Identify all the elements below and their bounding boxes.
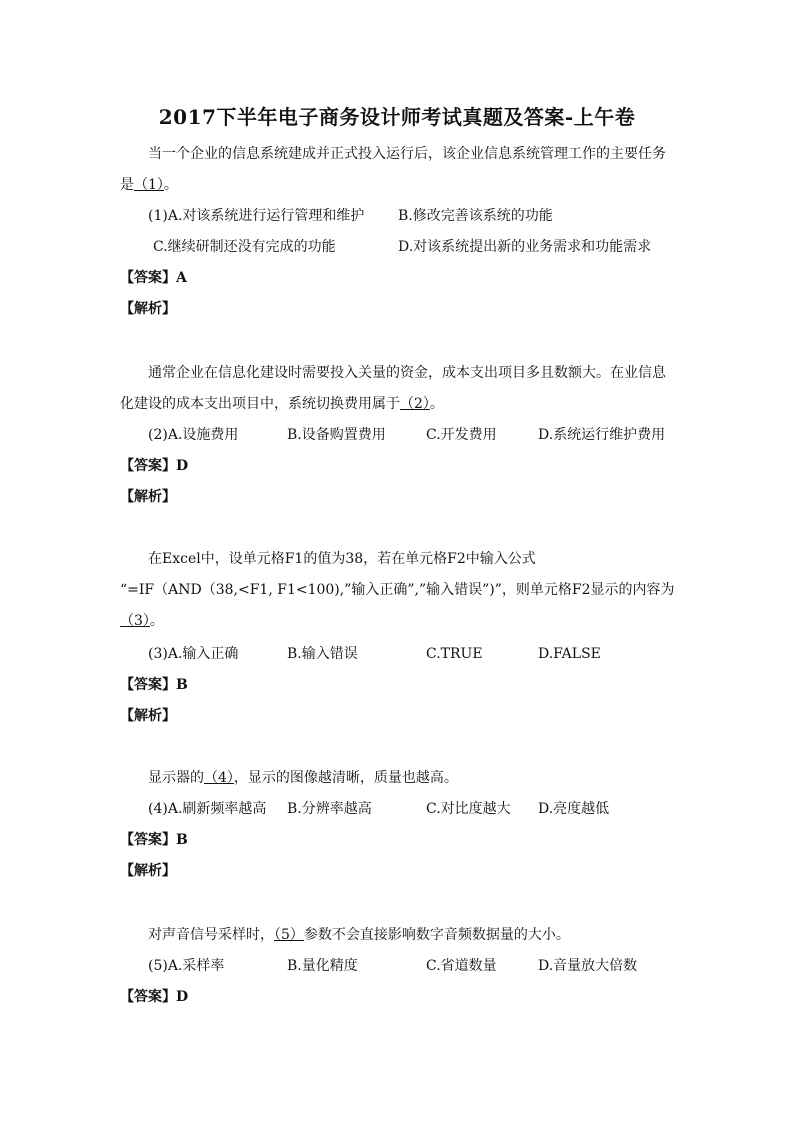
q2-stem-end: 。 — [429, 396, 444, 412]
q2-option-a: (2)A.设施费用 — [148, 427, 239, 443]
q3-option-a: (3)A.输入正确 — [148, 646, 239, 662]
answer-label: 【答案】 — [120, 677, 176, 693]
answer-label: 【答案】 — [120, 270, 176, 286]
q1-answer — [120, 268, 187, 288]
q3-option-b: B.输入错误 — [287, 646, 358, 662]
q4-answer — [120, 830, 188, 850]
q4-stem-line1 — [148, 768, 458, 788]
q2-stem-line2 — [120, 394, 444, 414]
q3-stem-line1: 在Excel中，设单元格F1的值为38，若在单元格F2中输入公式 — [148, 551, 536, 567]
q3-stem-line3 — [120, 611, 164, 631]
q3-blank: （3） — [120, 613, 150, 629]
q4-blank: （4） — [204, 770, 234, 786]
answer-label: 【答案】 — [120, 832, 176, 848]
answer-label: 【答案】 — [120, 458, 176, 474]
q1-stem-text: 是 — [120, 177, 134, 193]
q2-analysis-label: 【解析】 — [120, 489, 176, 505]
q4-option-d: D.亮度越低 — [538, 801, 610, 817]
q5-option-c: C.省道数量 — [426, 958, 497, 974]
q2-stem-text: 化建设的成本支出项目中，系统切换费用属于 — [120, 396, 400, 412]
q4-stem-text: 显示器的 — [148, 770, 204, 786]
q1-option-c: C.继续研制还没有完成的功能 — [153, 239, 336, 255]
answer-value: B — [176, 832, 188, 848]
q3-option-d: D.FALSE — [538, 646, 601, 662]
answer-value: D — [176, 989, 189, 1005]
q2-option-d: D.系统运行维护费用 — [538, 427, 666, 443]
q2-option-c: C.开发费用 — [426, 427, 497, 443]
q5-option-b: B.量化精度 — [287, 958, 358, 974]
answer-label: 【答案】 — [120, 989, 176, 1005]
q2-stem-line1: 通常企业在信息化建设时需要投入关量的资金，成本支出项目多且数额大。在业信息 — [148, 365, 666, 381]
q3-analysis-label: 【解析】 — [120, 708, 176, 724]
q3-option-c: C.TRUE — [426, 646, 483, 662]
q2-blank: （2） — [400, 396, 430, 412]
page-title: 2017下半年电子商务设计师考试真题及答案-上午卷 — [158, 105, 636, 129]
q5-stem-line1 — [148, 925, 570, 945]
q3-stem-line2: “=IF（AND（38,<F1, F1<100),”输入正确”,”输入错误”)”，则单元格F2显示的内容为 — [120, 582, 675, 598]
q3-answer — [120, 675, 188, 695]
q1-option-a: (1)A.对该系统进行运行管理和维护 — [148, 208, 365, 224]
q4-option-c: C.对比度越大 — [426, 801, 511, 817]
q5-option-a: (5)A.采样率 — [148, 958, 225, 974]
answer-value: D — [176, 458, 189, 474]
q4-option-a: (4)A.刷新频率越高 — [148, 801, 267, 817]
q1-stem-end: 。 — [163, 177, 178, 193]
q5-stem-text: 对声音信号采样时， — [148, 927, 274, 943]
q5-option-d: D.音量放大倍数 — [538, 958, 638, 974]
q4-analysis-label: 【解析】 — [120, 863, 176, 879]
q1-stem-line1: 当一个企业的信息系统建成并正式投入运行后，该企业信息系统管理工作的主要任务 — [148, 146, 666, 162]
q3-stem-end: 。 — [149, 613, 164, 629]
answer-value: A — [176, 270, 187, 286]
q5-stem-end: 参数不会直接影响数字音频数据量的大小。 — [303, 927, 570, 943]
q5-blank: （5） — [274, 927, 304, 943]
answer-value: B — [176, 677, 188, 693]
q2-option-b: B.设备购置费用 — [287, 427, 386, 443]
q1-analysis-label: 【解析】 — [120, 301, 176, 317]
q1-blank: （1） — [134, 177, 164, 193]
q4-option-b: B.分辨率越高 — [287, 801, 372, 817]
q2-answer — [120, 456, 188, 476]
q1-option-d: D.对该系统提出新的业务需求和功能需求 — [398, 239, 652, 255]
q5-answer — [120, 987, 188, 1007]
q4-stem-end: ，显示的图像越清晰，质量也越高。 — [233, 770, 458, 786]
q1-option-b: B.修改完善该系统的功能 — [398, 208, 553, 224]
q1-stem-line2 — [120, 175, 178, 195]
